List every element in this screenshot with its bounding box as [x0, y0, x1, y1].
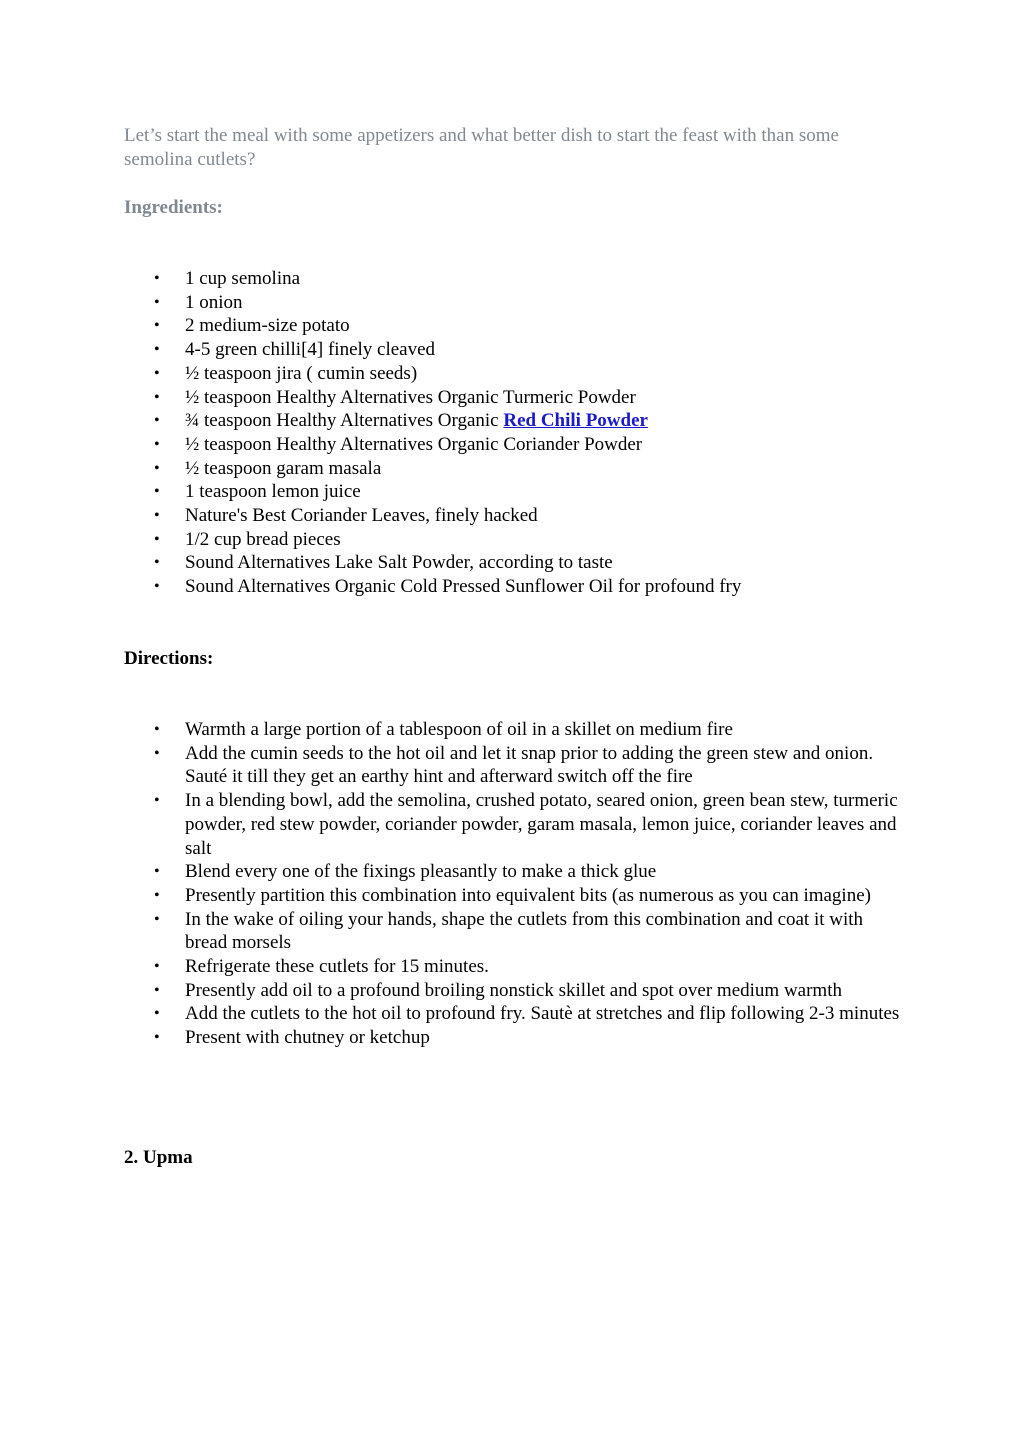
bullet-icon: •: [154, 293, 160, 311]
bullet-icon: •: [154, 792, 160, 810]
bullet-icon: •: [154, 554, 160, 572]
list-item: [0, 267, 905, 291]
directions-heading: Directions:: [124, 648, 214, 669]
bullet-icon: •: [154, 1029, 160, 1047]
list-item: [0, 908, 905, 955]
bullet-icon: •: [154, 721, 160, 738]
direction-text: Warmth a large portion of a tablespoon of oil in a skillet on medium fire: [185, 719, 733, 740]
list-item: [0, 338, 905, 362]
list-item: [0, 718, 905, 742]
direction-text: Presently partition this combination into equivalent bits (as numerous as you can imagine): [185, 884, 871, 906]
ingredient-text: ½ teaspoon jira ( cumin seeds): [185, 362, 418, 384]
ingredient-text: 2 medium-size potato: [185, 315, 350, 337]
list-item: [0, 362, 905, 386]
bullet-icon: •: [154, 886, 160, 904]
direction-text: In a blending bowl, add the semolina, crushed potato, seared onion, green bean stew, turmeric powder, red stew powder, coriander powder, garam masala, lemon juice, coriander leaves and salt: [185, 790, 898, 859]
ingredients-list: [0, 267, 905, 599]
ingredient-text: ¾ teaspoon Healthy Alternatives Organic: [185, 410, 504, 432]
list-item: [0, 291, 905, 315]
bullet-icon: •: [154, 578, 160, 596]
ingredient-text: 4-5 green chilli[4] finely cleaved: [185, 339, 436, 361]
bullet-icon: •: [154, 1005, 160, 1023]
ingredient-text: 1/2 cup bread pieces: [185, 528, 341, 550]
bullet-icon: •: [154, 388, 160, 406]
bullet-icon: •: [154, 270, 160, 287]
red-chili-powder-link[interactable]: Red Chili Powder: [503, 410, 648, 432]
bullet-icon: •: [154, 412, 160, 430]
list-item: [0, 433, 905, 457]
direction-text: Blend every one of the fixings pleasantly to make a thick glue: [185, 861, 657, 883]
ingredient-text: 1 cup semolina: [185, 268, 301, 289]
list-item: [0, 1002, 905, 1026]
list-item: [0, 742, 905, 789]
ingredient-text: ½ teaspoon Healthy Alternatives Organic Turmeric Powder: [185, 386, 636, 408]
ingredient-text: 1 onion: [185, 291, 243, 313]
bullet-icon: •: [154, 435, 160, 453]
ingredients-heading: Ingredients:: [124, 197, 223, 218]
ingredient-text: Sound Alternatives Lake Salt Powder, according to taste: [185, 552, 613, 574]
list-item: [0, 480, 905, 504]
bullet-icon: •: [154, 507, 160, 525]
ingredient-text: Nature's Best Coriander Leaves, finely hacked: [185, 505, 538, 527]
ingredient-text: Sound Alternatives Organic Cold Pressed Sunflower Oil for profound fry: [185, 576, 742, 598]
bullet-icon: •: [154, 981, 160, 999]
bullet-icon: •: [154, 483, 160, 501]
bullet-icon: •: [154, 459, 160, 477]
direction-text: Add the cutlets to the hot oil to profound fry. Sautè at stretches and flip following 2-3 minutes: [185, 1003, 900, 1025]
list-item: [0, 457, 905, 481]
list-item: [0, 979, 905, 1003]
list-item: [0, 528, 905, 552]
bullet-icon: •: [154, 910, 160, 928]
list-item: [0, 955, 905, 979]
list-item: [0, 884, 905, 908]
bullet-icon: •: [154, 744, 160, 762]
bullet-icon: •: [154, 341, 160, 359]
list-item: [0, 860, 905, 884]
list-item: [0, 314, 905, 338]
intro-paragraph: Let’s start the meal with some appetizers and what better dish to start the feast with than some semolina cutlets?: [124, 125, 839, 170]
bullet-icon: •: [154, 364, 160, 382]
directions-list: [0, 718, 905, 1050]
direction-text: Present with chutney or ketchup: [185, 1027, 430, 1049]
list-item: [0, 551, 905, 575]
list-item: [0, 575, 905, 599]
bullet-icon: •: [154, 863, 160, 881]
direction-text: Presently add oil to a profound broiling nonstick skillet and spot over medium warmth: [185, 979, 842, 1001]
list-item: [0, 386, 905, 410]
ingredient-text: ½ teaspoon Healthy Alternatives Organic Coriander Powder: [185, 433, 643, 455]
bullet-icon: •: [154, 958, 160, 976]
bullet-icon: •: [154, 317, 160, 335]
direction-text: In the wake of oiling your hands, shape the cutlets from this combination and coat it with bread morsels: [185, 908, 864, 954]
ingredient-text: 1 teaspoon lemon juice: [185, 481, 361, 503]
direction-text: Add the cumin seeds to the hot oil and let it snap prior to adding the green stew and onion. Sauté it till they get an earthy hint and afterward switch off the fire: [185, 742, 874, 788]
list-item: [0, 409, 905, 433]
bullet-icon: •: [154, 530, 160, 548]
direction-text: Refrigerate these cutlets for 15 minutes.: [185, 956, 489, 978]
list-item: [0, 789, 905, 860]
ingredient-text: ½ teaspoon garam masala: [185, 457, 382, 479]
upma-heading: 2. Upma: [124, 1147, 193, 1168]
list-item: [0, 504, 905, 528]
list-item: [0, 1026, 905, 1050]
